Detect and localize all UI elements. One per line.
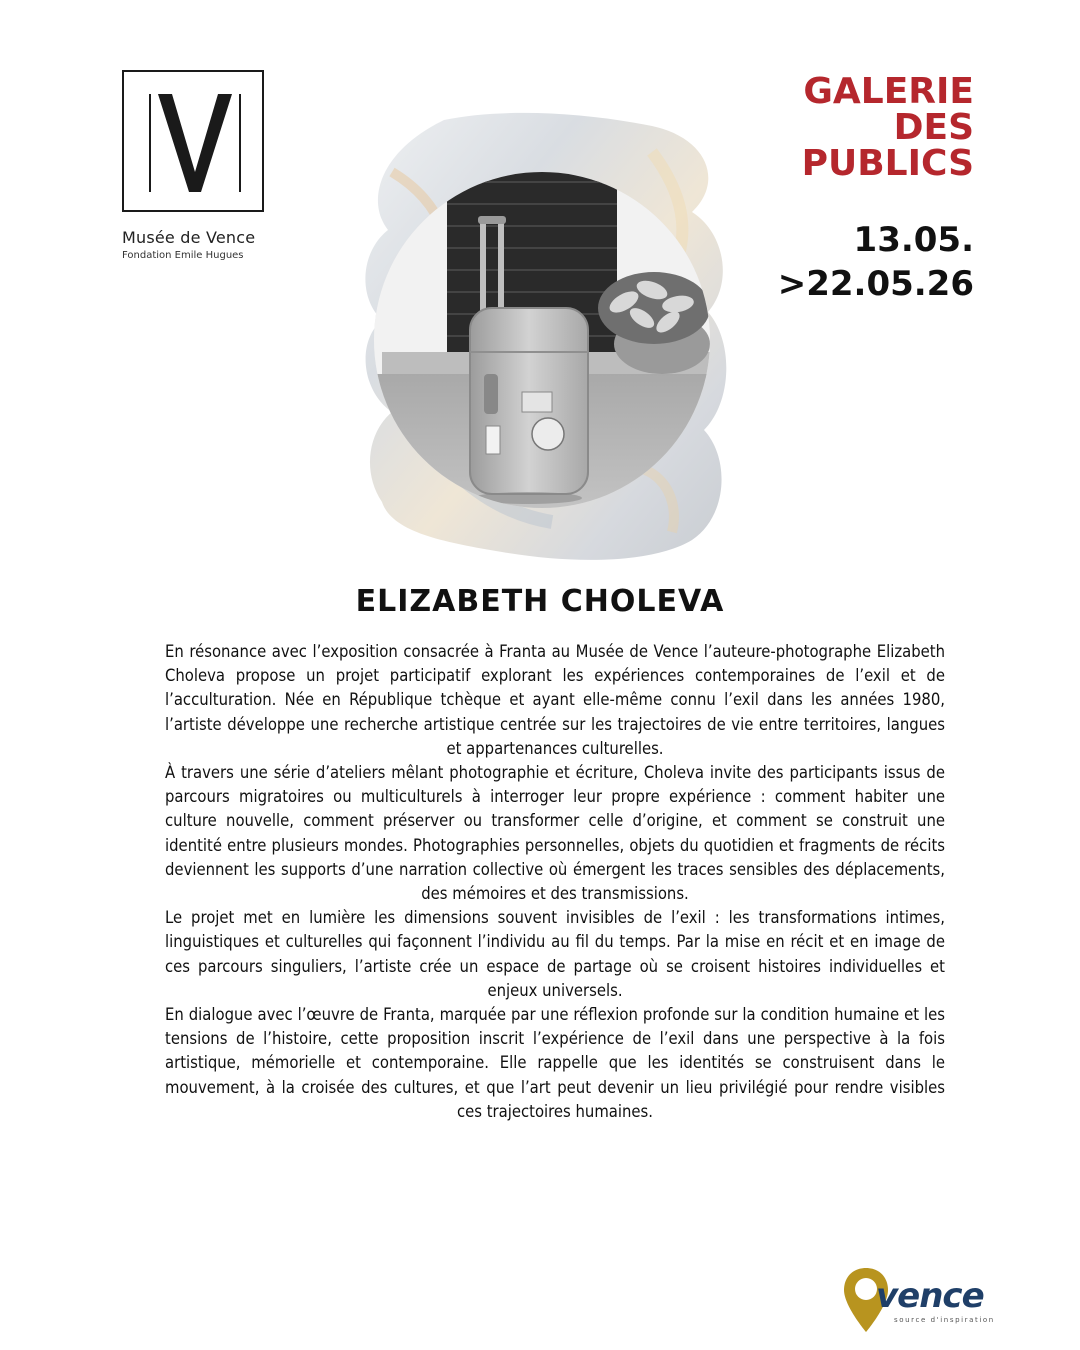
museum-foundation: Fondation Emile Hugues [122, 250, 244, 261]
gallery-title [714, 71, 974, 184]
vence-tagline: source d'inspiration [894, 1316, 995, 1324]
musee-v-icon [124, 72, 266, 214]
vence-logo [842, 1262, 1002, 1342]
gallery-title-line: GALERIE [803, 71, 974, 112]
description-paragraph: En résonance avec l’exposition consacrée à Franta au Musée de Vence l’auteure-photographe Elizabeth Choleva propose un projet participatif explorant les expériences contemporaines de l’exil et de l’acculturation. Née en République tchèque et ayant elle-même connu l’exil dans les années 1980, l’artiste développe une recherche artistique centrée sur les trajectoires de vie entre territoires, langues et appartenances culturelles. [165, 642, 945, 758]
description-text [165, 640, 945, 1124]
suitcase-photo-icon [352, 112, 732, 564]
description-paragraph: À travers une série d’ateliers mêlant photographie et écriture, Choleva invite des participants issus de parcours migratoires ou multiculturels à interroger leur propre expérience : comment habiter une culture nouvelle, comment préserver ou transformer celle d’origine, et comment se construit une identité entre plusieurs mondes. Photographies personnelles, objets du quotidien et fragments de récits deviennent les supports d’une narration collective où émergent les traces sensibles des déplacements, des mémoires et des transmissions. [165, 763, 945, 904]
museum-name: Musée de Vence [122, 228, 256, 247]
date-start: 13.05. [853, 220, 974, 260]
artwork-photo [352, 112, 732, 564]
description-paragraph: En dialogue avec l’œuvre de Franta, marquée par une réflexion profonde sur la condition humaine et les tensions de l’histoire, cette proposition inscrit l’expérience de l’exil dans une perspective à la fois artistique, mémorielle et contemporaine. Elle rappelle que les identités se construisent dans le mouvement, à la croisée des cultures, et que l’art peut devenir un lieu privilégié pour rendre visibles ces trajectoires humaines. [165, 1005, 945, 1121]
date-end: >22.05.26 [777, 264, 974, 304]
exhibition-dates [714, 218, 974, 306]
gallery-title-line: DES [893, 107, 974, 148]
gallery-title-line: PUBLICS [801, 143, 974, 184]
artist-name: ELIZABETH CHOLEVA [355, 584, 725, 619]
musee-logo [122, 70, 264, 212]
description-paragraph: Le projet met en lumière les dimensions souvent invisibles de l’exil : les transformations intimes, linguistiques et culturelles qui façonnent l’individu au fil du temps. Par la mise en récit et en image de ces parcours singuliers, l’artiste crée un espace de partage où se croisent histoires individuelles et enjeux universels. [165, 908, 945, 1000]
vence-wordmark: vence [876, 1276, 984, 1316]
